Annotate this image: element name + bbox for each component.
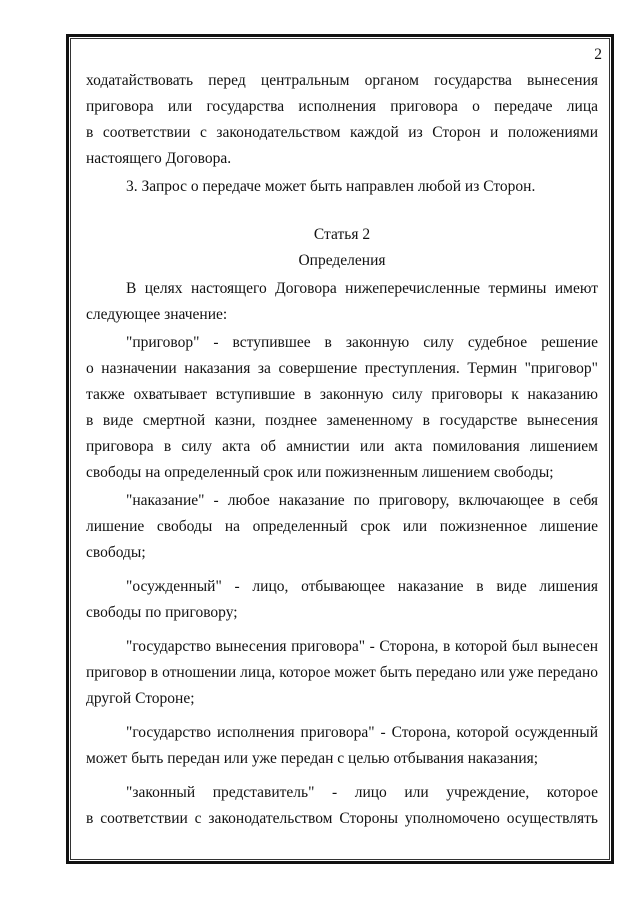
definition-verdict: свободы на определенный срок или пожизненным лишением свободы; [86,464,554,481]
definition-sentencing-state: "государство вынесения приговора" - Сторона, в которой был вынесен [126,638,598,655]
text-line: в соответствии с законодательством каждой из Сторон и положениями [86,124,598,141]
definition-punishment: лишение свободы на определенный срок или пожизненное лишение [86,518,598,535]
definition-verdict: в виде смертной казни, позднее замененному в государстве вынесения [86,412,598,429]
definition-convict: "осужденный" - лицо, отбывающее наказание в виде лишения [126,578,598,595]
document-page [86,42,602,832]
intro-line: В целях настоящего Договора нижеперечисленные термины имеют [126,280,598,297]
definition-executing-state: может быть передан или уже передан с целью отбывания наказания; [86,750,539,767]
definition-representative: "законный представитель" - лицо или учреждение, которое [126,784,598,801]
definition-punishment: "наказание" - любое наказание по приговору, включающее в себя [126,492,598,509]
page-number: 2 [594,46,602,63]
definition-representative: в соответствии с законодательством Стороны уполномочено осуществлять [86,810,598,827]
definition-punishment: свободы; [86,544,146,561]
article-subtitle: Определения [298,252,386,269]
article-title: Статья 2 [313,226,371,243]
definition-verdict: "приговор" - вступившее в законную силу судебное решение [126,334,598,351]
definition-convict: свободы по приговору; [86,604,238,621]
definition-executing-state: "государство исполнения приговора" - Сторона, которой осужденный [126,724,598,741]
definition-verdict: приговора в силу акта об амнистии или акта помилования лишением [86,438,598,455]
definition-sentencing-state: другой Стороне; [86,690,195,707]
definition-sentencing-state: приговор в отношении лица, которое может быть передано или уже передано [86,664,598,681]
text-line: приговора или государства исполнения приговора о передаче лица [86,98,598,115]
text-line: настоящего Договора. [86,150,232,167]
definition-verdict: о назначении наказания за совершение преступления. Термин "приговор" [86,360,598,377]
text-line: ходатайствовать перед центральным органом государства вынесения [86,72,598,89]
item-3: 3. Запрос о передаче может быть направлен любой из Сторон. [126,178,536,195]
definition-verdict: также охватывает вступившие в законную силу приговоры к наказанию [86,386,598,403]
intro-line: следующее значение: [86,306,228,323]
